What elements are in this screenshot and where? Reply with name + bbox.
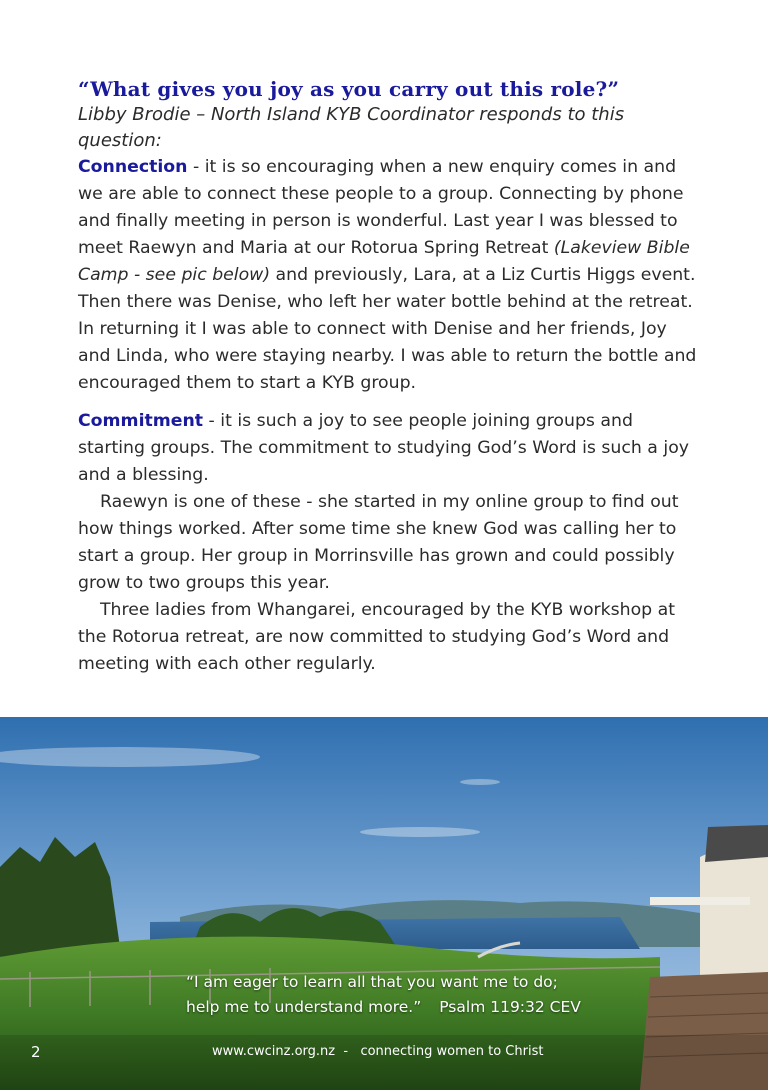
lakeview-photo [0,717,768,1090]
raewyn-paragraph: Raewyn is one of these - she started in my online group to find out how things worked. After some time she knew God was calling her to start a group. Her group in Morrinsville has grown and could possibly grow to two groups this year. [78,492,679,593]
commitment-text: - it is such a joy to see people joining groups and starting groups. The commitment to studying God’s Word is such a joy and a blessing. [78,411,689,485]
landscape-illustration [0,717,768,1090]
scripture-quote [186,970,616,1020]
quote-line-1: “I am eager to learn all that you want me to do; [186,973,558,991]
quote-line-2-wrap [186,995,616,1020]
house-roof [705,825,768,862]
commitment-keyword: Commitment [78,411,204,431]
article-heading: “What gives you joy as you carry out this role?” [78,77,620,101]
connection-paragraph [78,154,698,397]
page-number: 2 [31,1043,41,1061]
whangarei-paragraph: Three ladies from Whangarei, encouraged by the KYB workshop at the Rotorua retreat, are now committed to studying God’s Word and meeting with each other regularly. [78,600,675,674]
quote-line-2: help me to understand more.” [186,998,422,1016]
article [78,76,698,678]
byline: Libby Brodie – North Island KYB Coordinator responds to this question: [78,104,625,151]
connection-text-italic: (Lakeview Bible Camp - see pic below) [78,238,690,285]
connection-keyword: Connection [78,157,188,177]
house-eave [650,897,750,905]
quote-reference: Psalm 119:32 CEV [439,998,581,1016]
footer-text: www.cwcinz.org.nz - connecting women to Christ [212,1044,544,1059]
connection-text-a: - it is so encouraging when a new enquiry comes in and we are able to connect these people to a group. Connecting by phone and finally meeting in person is wonderful. Last year I was blessed to meet Raewyn and Maria at our Rotorua Spring Retreat [78,157,684,258]
commitment-paragraph [78,408,698,489]
connection-text-b: and previously, Lara, at a Liz Curtis Higgs event. Then there was Denise, who left her water bottle behind at the retreat. In returning it I was able to connect with Denise and her friends, Joy and Linda, who were staying nearby. I was able to return the bottle and encouraged them to start a KYB group. [78,265,697,393]
